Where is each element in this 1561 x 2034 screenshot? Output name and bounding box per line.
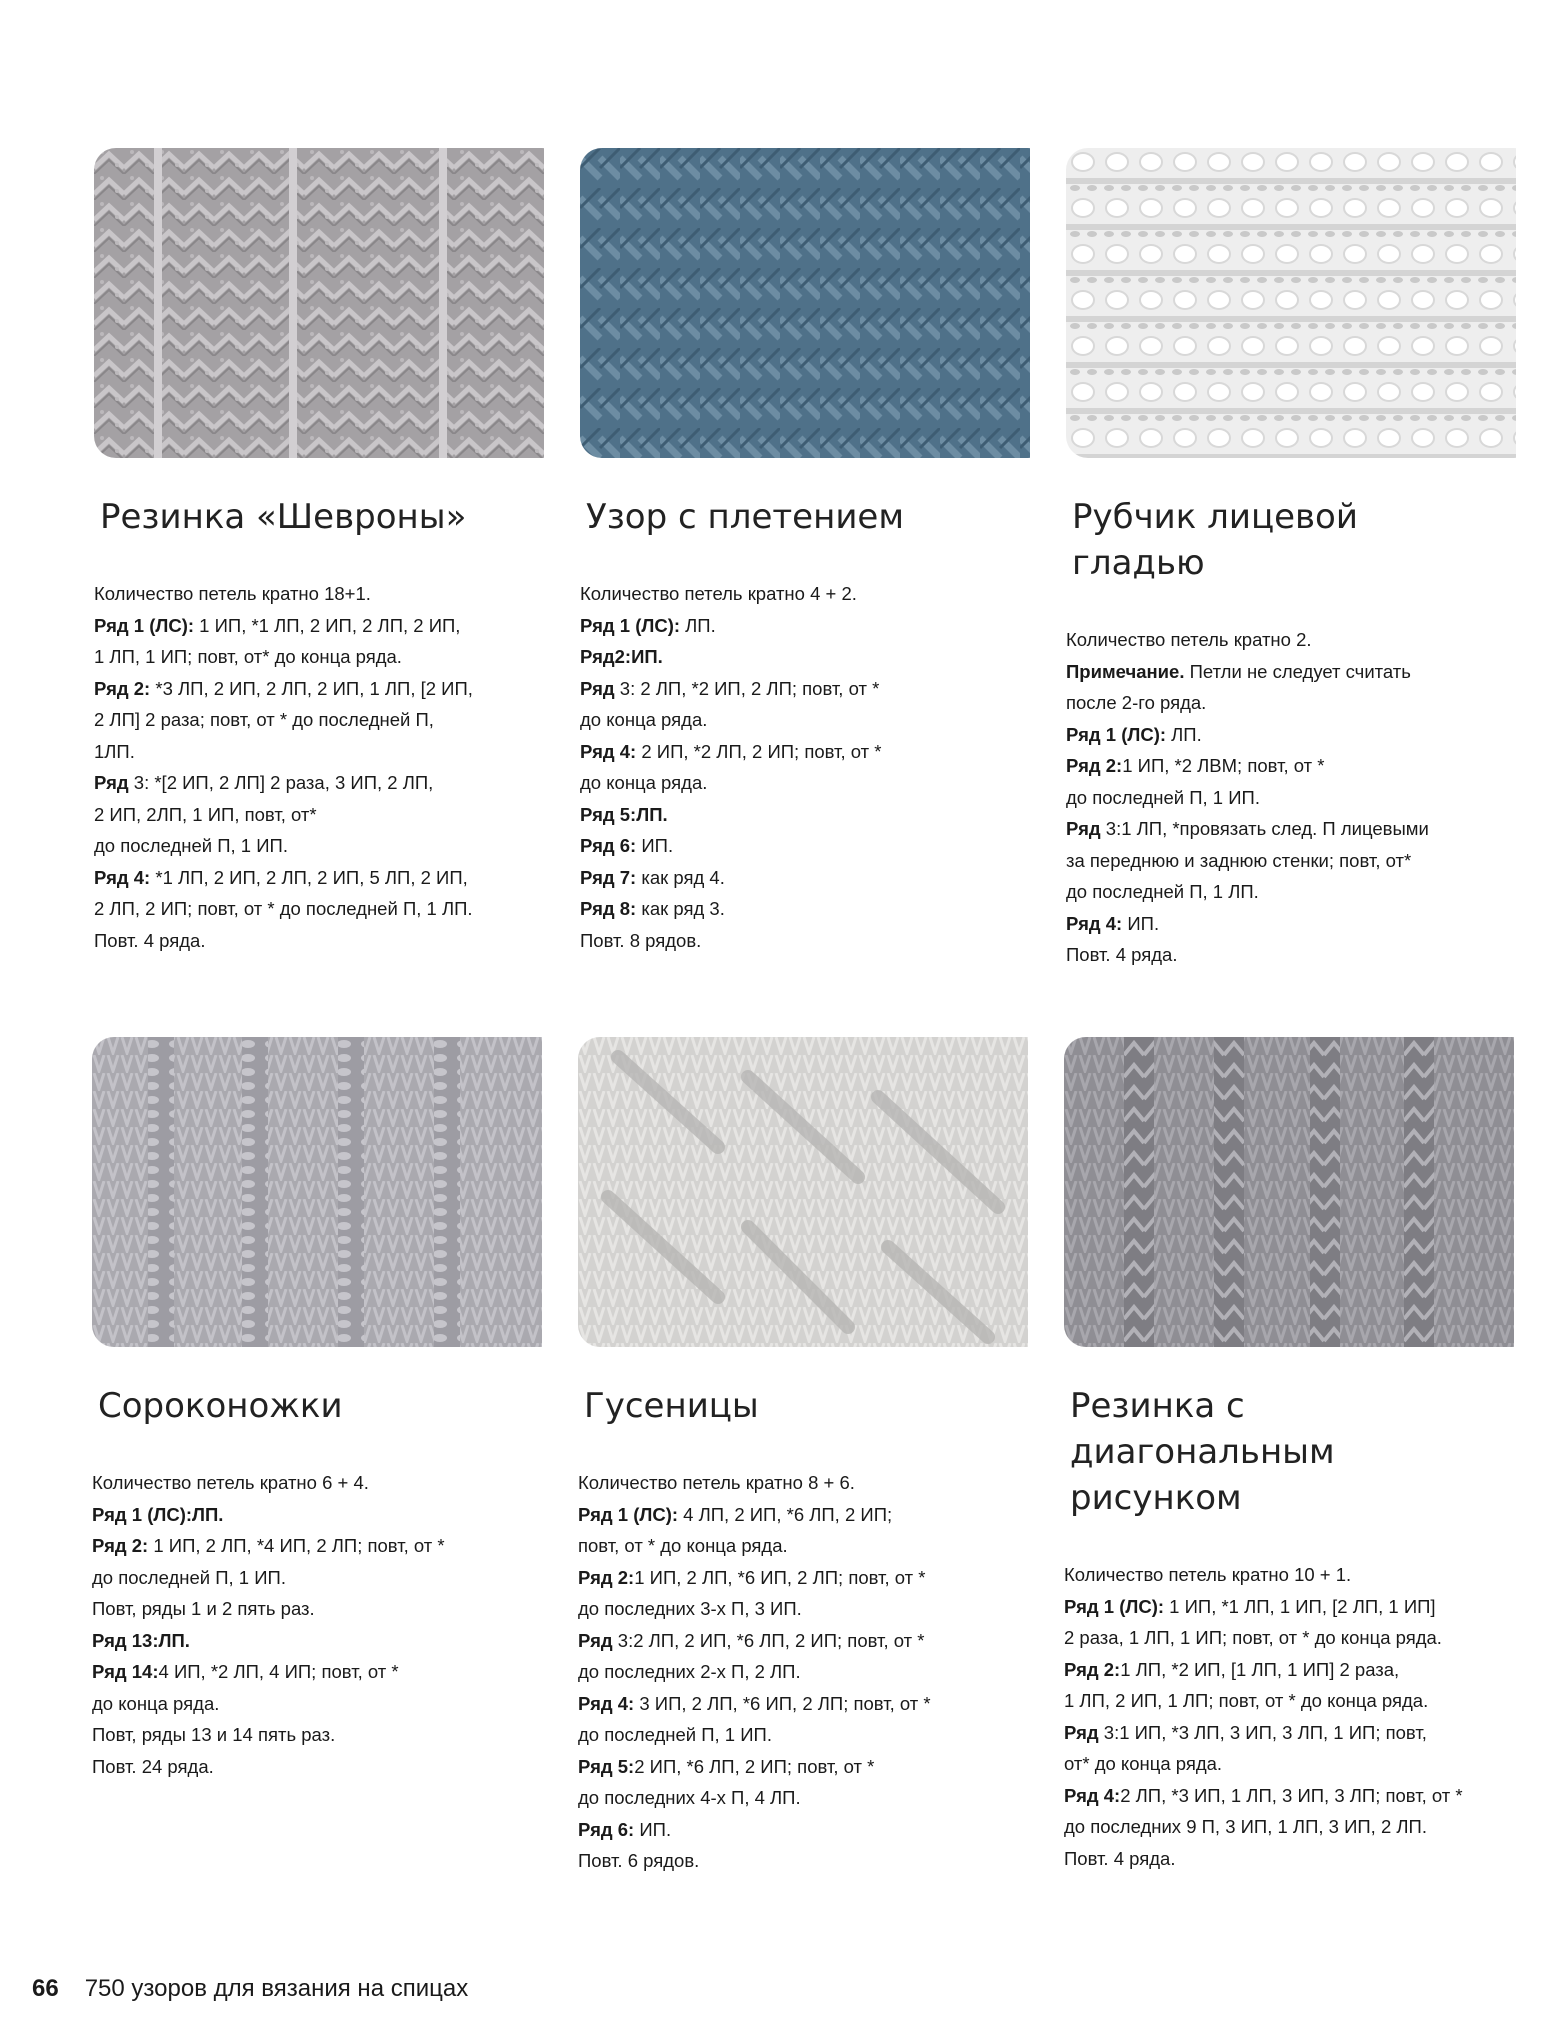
- pattern-card-diagonal-rib: [1064, 1037, 1534, 1874]
- instruction-line: Ряд 1 (ЛС):ЛП.: [92, 1503, 224, 1525]
- pattern-title: Рубчик лицевой гладью: [1072, 497, 1358, 583]
- instruction-line: Количество петель кратно 10 + 1.: [1064, 1564, 1352, 1585]
- instruction-line: Количество петель кратно 4 + 2.: [580, 583, 857, 604]
- instruction-line: Ряд 2:1 ИП, *2 ЛВМ; повт, от *: [1066, 755, 1325, 776]
- pattern-card-centipedes: [92, 1037, 562, 1782]
- instruction-line: до последней П, 1 ИП.: [1066, 786, 1260, 808]
- instruction-line: 2 ЛП, 2 ИП; повт, от * до последней П, 1 ЛП.: [94, 898, 473, 919]
- pattern-instructions: [92, 1467, 562, 1782]
- instruction-line: Количество петель кратно 18+1.: [94, 583, 371, 604]
- instruction-line: Ряд 3:1 ИП, *3 ЛП, 3 ИП, 3 ЛП, 1 ИП; повт,: [1064, 1721, 1427, 1743]
- pattern-title: Гусеницы: [584, 1386, 759, 1426]
- instruction-line: до последних 3-х П, 3 ИП.: [578, 1598, 802, 1619]
- instruction-line: Повт, ряды 1 и 2 пять раз.: [92, 1598, 315, 1619]
- pattern-instructions: [580, 578, 1050, 956]
- instruction-line: до последних 2-х П, 2 ЛП.: [578, 1661, 801, 1682]
- instruction-line: Ряд 2: 1 ИП, 2 ЛП, *4 ИП, 2 ЛП; повт, от *: [92, 1535, 445, 1556]
- instruction-line: Ряд 4: *1 ЛП, 2 ИП, 2 ЛП, 2 ИП, 5 ЛП, 2 ИП,: [94, 866, 468, 888]
- instruction-line: Ряд 5:ЛП.: [580, 803, 668, 825]
- instruction-line: Ряд 3: 2 ЛП, *2 ИП, 2 ЛП; повт, от *: [580, 677, 880, 699]
- pattern-card-braid: [580, 148, 1050, 956]
- instruction-line: Ряд 3:2 ЛП, 2 ИП, *6 ЛП, 2 ИП; повт, от *: [578, 1629, 925, 1651]
- pattern-instructions: [578, 1467, 1048, 1877]
- instruction-line: Ряд 1 (ЛС): 1 ИП, *1 ЛП, 2 ИП, 2 ЛП, 2 ИП,: [94, 614, 461, 636]
- instruction-line: Повт. 4 ряда.: [1066, 944, 1178, 965]
- page-number: 66: [32, 1975, 59, 2002]
- instruction-line: 1 ЛП, 1 ИП; повт, от* до конца ряда.: [94, 646, 402, 667]
- instruction-line: после 2-го ряда.: [1066, 692, 1207, 713]
- instruction-line: Ряд 3: *[2 ИП, 2 ЛП] 2 раза, 3 ИП, 2 ЛП,: [94, 772, 434, 793]
- instruction-line: Ряд 4: ИП.: [1066, 912, 1160, 934]
- instruction-line: Ряд 4: 2 ИП, *2 ЛП, 2 ИП; повт, от *: [580, 740, 882, 762]
- swatch-image-centipedes: [92, 1037, 562, 1347]
- instruction-line: Ряд 2:1 ИП, 2 ЛП, *6 ИП, 2 ЛП; повт, от *: [578, 1566, 926, 1588]
- instruction-line: 1ЛП.: [94, 740, 135, 762]
- instruction-line: Ряд 2: *3 ЛП, 2 ИП, 2 ЛП, 2 ИП, 1 ЛП, [2 ИП,: [94, 677, 473, 699]
- instruction-line: до последних 4-х П, 4 ЛП.: [578, 1787, 801, 1808]
- pattern-instructions: [1066, 624, 1536, 971]
- instruction-line: 2 ЛП] 2 раза; повт, от * до последней П,: [94, 709, 434, 730]
- instruction-line: Повт, ряды 13 и 14 пять раз.: [92, 1724, 336, 1745]
- instruction-line: Ряд 14:4 ИП, *2 ЛП, 4 ИП; повт, от *: [92, 1661, 399, 1682]
- instruction-line: Повт. 6 рядов.: [578, 1850, 700, 1871]
- instruction-line: до последних 9 П, 3 ИП, 1 ЛП, 3 ИП, 2 ЛП.: [1064, 1816, 1427, 1837]
- instruction-line: Ряд 13:ЛП.: [92, 1629, 190, 1651]
- instruction-line: 1 ЛП, 2 ИП, 1 ЛП; повт, от * до конца ряда.: [1064, 1690, 1429, 1711]
- instruction-line: Повт. 4 ряда.: [94, 929, 206, 951]
- instruction-line: Ряд 1 (ЛС): ЛП.: [580, 614, 716, 636]
- instruction-line: Ряд 2:1 ЛП, *2 ИП, [1 ЛП, 1 ИП] 2 раза,: [1064, 1658, 1400, 1680]
- instruction-line: Ряд 1 (ЛС): ЛП.: [1066, 723, 1202, 745]
- pattern-card-chevron-rib: [94, 148, 564, 956]
- instruction-line: Ряд 1 (ЛС): 4 ЛП, 2 ИП, *6 ЛП, 2 ИП;: [578, 1503, 893, 1525]
- instruction-line: Количество петель кратно 6 + 4.: [92, 1472, 369, 1493]
- instruction-line: до последней П, 1 ИП.: [578, 1724, 772, 1745]
- instruction-line: Повт. 8 рядов.: [580, 929, 702, 951]
- instruction-line: 2 раза, 1 ЛП, 1 ИП; повт, от * до конца ряда.: [1064, 1627, 1442, 1648]
- instruction-line: Ряд2:ИП.: [580, 646, 663, 667]
- pattern-card-caterpillars: [578, 1037, 1048, 1877]
- swatch-image-chevron-rib: [94, 148, 564, 458]
- instruction-line: до конца ряда.: [580, 709, 708, 730]
- instruction-line: Количество петель кратно 8 + 6.: [578, 1472, 855, 1493]
- swatch-image-caterpillars: [578, 1037, 1048, 1347]
- instruction-line: Ряд 4:2 ЛП, *3 ИП, 1 ЛП, 3 ИП, 3 ЛП; повт, от *: [1064, 1784, 1463, 1806]
- pattern-title: Резинка с диагональным рисунком: [1070, 1386, 1335, 1518]
- instruction-line: повт, от * до конца ряда.: [578, 1535, 788, 1556]
- instruction-line: до конца ряда.: [580, 772, 708, 793]
- instruction-line: 2 ИП, 2ЛП, 1 ИП, повт, от*: [94, 803, 317, 825]
- instruction-line: за переднюю и заднюю стенки; повт, от*: [1066, 849, 1412, 871]
- swatch-image-diagonal-rib: [1064, 1037, 1534, 1347]
- instruction-line: Повт. 4 ряда.: [1064, 1847, 1176, 1869]
- pattern-title: Резинка «Шевроны»: [100, 497, 467, 537]
- instruction-line: Ряд 6: ИП.: [578, 1818, 672, 1840]
- book-title: 750 узоров для вязания на спицах: [84, 1975, 469, 2002]
- instruction-line: Ряд 3:1 ЛП, *провязать след. П лицевыми: [1066, 818, 1429, 839]
- instruction-line: до конца ряда.: [92, 1692, 220, 1714]
- pattern-instructions: [94, 578, 564, 956]
- instruction-line: Ряд 5:2 ИП, *6 ЛП, 2 ИП; повт, от *: [578, 1755, 875, 1777]
- instruction-line: Ряд 7: как ряд 4.: [580, 866, 725, 888]
- instruction-line: Примечание. Петли не следует считать: [1066, 660, 1411, 682]
- instruction-line: до последней П, 1 ЛП.: [1066, 881, 1259, 902]
- instruction-line: Количество петель кратно 2.: [1066, 629, 1312, 650]
- instruction-line: Повт. 24 ряда.: [92, 1755, 214, 1777]
- instruction-line: Ряд 6: ИП.: [580, 835, 674, 856]
- pattern-title: Сороконожки: [98, 1386, 343, 1426]
- instruction-line: Ряд 1 (ЛС): 1 ИП, *1 ЛП, 1 ИП, [2 ЛП, 1 ИП]: [1064, 1595, 1436, 1617]
- instruction-line: до последней П, 1 ИП.: [92, 1566, 286, 1588]
- swatch-image-stockinette-ridge: [1066, 148, 1536, 458]
- instruction-line: Ряд 4: 3 ИП, 2 ЛП, *6 ИП, 2 ЛП; повт, от *: [578, 1692, 931, 1714]
- instruction-line: до последней П, 1 ИП.: [94, 835, 288, 856]
- instruction-line: от* до конца ряда.: [1064, 1753, 1223, 1774]
- pattern-instructions: [1064, 1559, 1534, 1874]
- pattern-card-stockinette-ridge: [1066, 148, 1536, 971]
- swatch-image-braid: [580, 148, 1050, 458]
- instruction-line: Ряд 8: как ряд 3.: [580, 898, 725, 919]
- page-footer: [32, 1975, 468, 2003]
- pattern-title: Узор с плетением: [586, 497, 904, 537]
